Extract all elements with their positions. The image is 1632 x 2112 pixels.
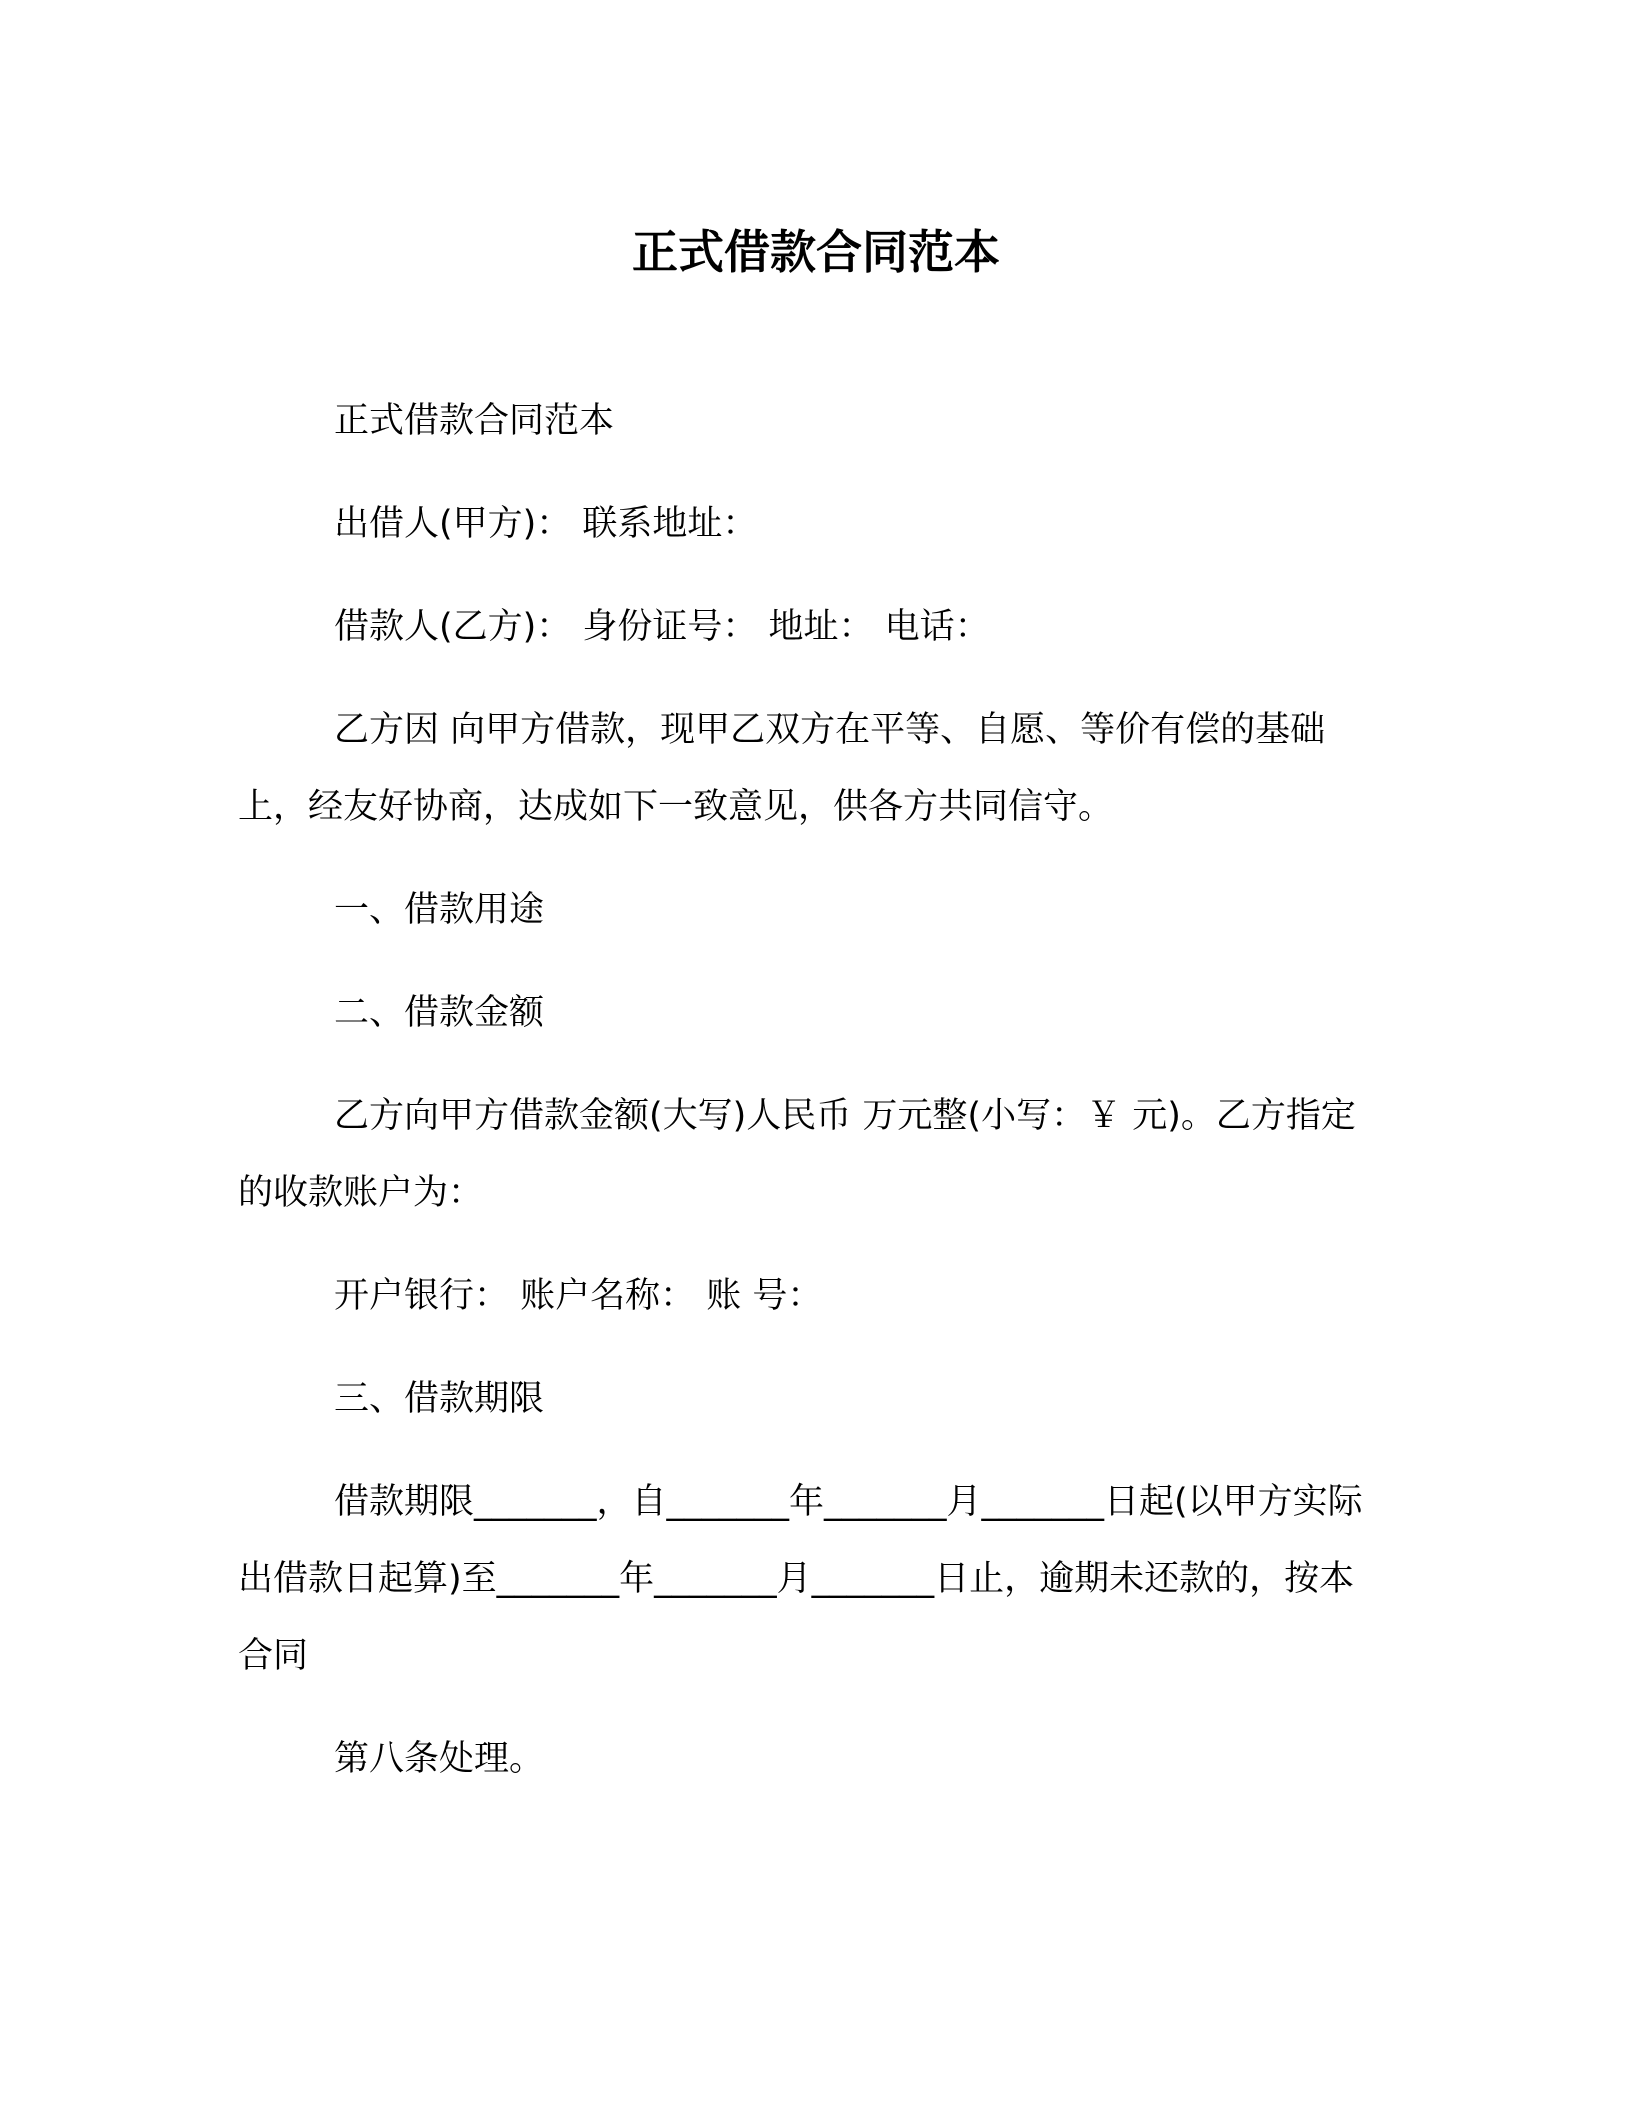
paragraph-borrower: 借款人(乙方)： 身份证号： 地址： 电话： [334,607,990,647]
document-title: 正式借款合同范本 [632,225,1000,279]
paragraph-article-eight: 第八条处理。 [334,1739,545,1779]
section-heading-purpose: 一、借款用途 [334,890,545,930]
paragraph-preamble: 乙方因 向甲方借款，现甲乙双方在平等、自愿、等价有偿的基础上，经友好协商，达成如下一致意见，供各方共同信守。 [238,710,1326,827]
paragraph-subtitle: 正式借款合同范本 [334,401,615,441]
section-heading-amount: 二、借款金额 [334,993,545,1033]
section-heading-term: 三、借款期限 [334,1379,545,1419]
paragraph-amount: 乙方向甲方借款金额(大写)人民币 万元整(小写：￥ 元)。乙方指定的收款账户为： [238,1096,1356,1213]
paragraph-term: 借款期限_______，自_______年_______月_______日起(以甲方实际出借款日起算)至_______年_______月_______日止，逾期未还款的，按本合同 [238,1482,1363,1676]
paragraph-bank-account: 开户银行： 账户名称： 账 号： [334,1276,823,1316]
paragraph-lender: 出借人(甲方)： 联系地址： [334,504,758,544]
